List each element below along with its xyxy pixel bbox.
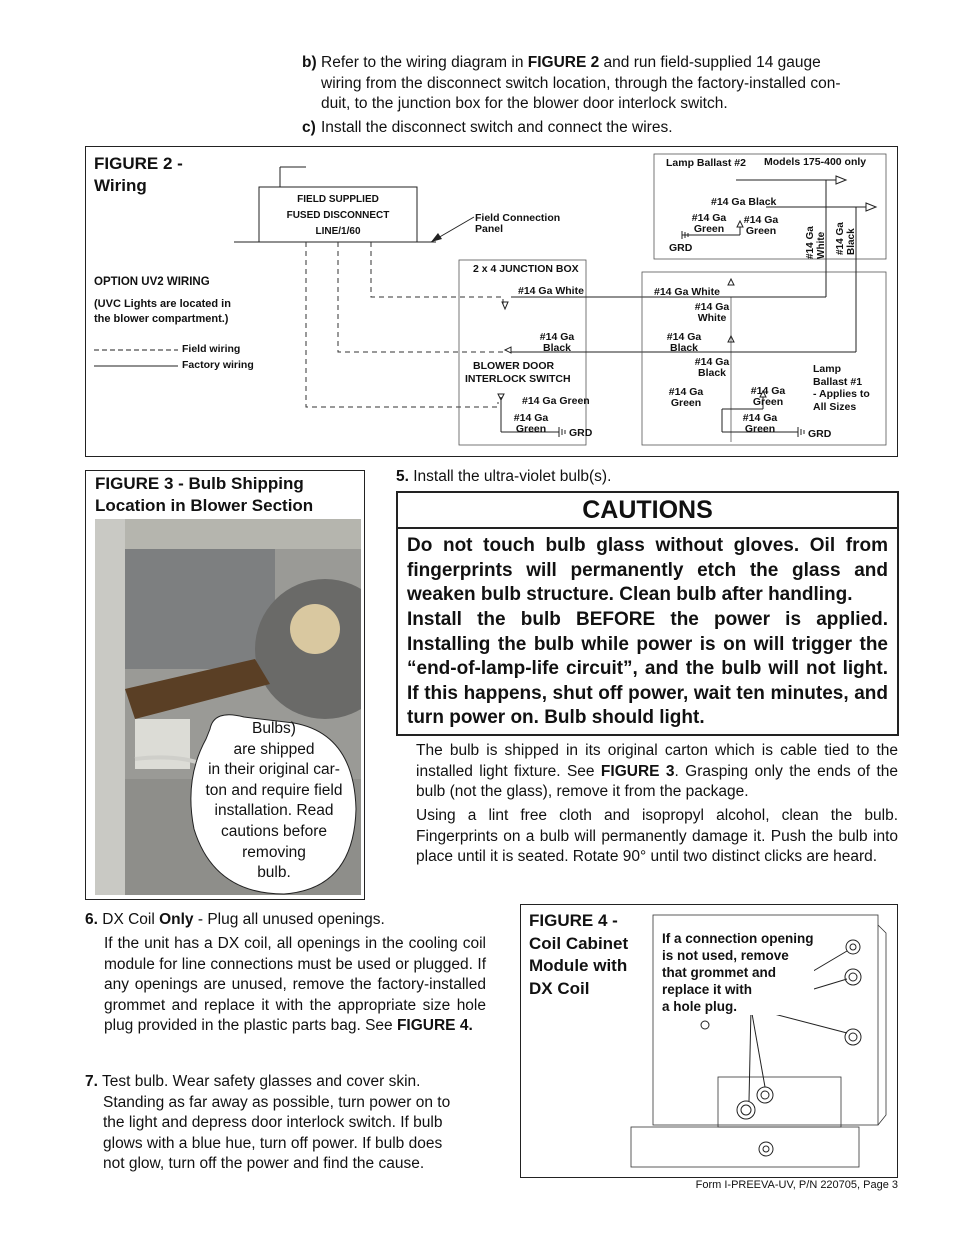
ballast2-label: Lamp Ballast #2: [666, 157, 746, 169]
figure-2-title: FIGURE 2 - Wiring: [94, 154, 183, 195]
cautions-box: [396, 491, 899, 736]
step-c-text: Install the disconnect switch and connect the wires.: [321, 119, 673, 136]
step-c: c): [302, 119, 316, 136]
cautions-title: CAUTIONS: [398, 493, 897, 529]
step-6-body: If the unit has a DX coil, all openings in the cooling coil module for line connections must be used or plugged. If any openings are unused, remove the factory-installed grommet and replace it with the appropriate size hole plug provided in the plastic parts bag. See FIGURE 4.: [104, 935, 486, 1034]
jb-green2-label: #14 Ga Green: [513, 412, 549, 435]
b2-white-vertical-label: #14 Ga White: [805, 226, 827, 259]
disconnect-label: FIELD SUPPLIED FUSED DISCONNECT LINE/1/60: [286, 194, 390, 237]
b2-black-label: #14 Ga Black: [711, 196, 777, 208]
b2-green-b-label: #14 Ga Green: [743, 214, 779, 237]
page-footer: Form I-PREEVA-UV, P/N 220705, Page 3: [695, 1179, 898, 1191]
jb-white-label: #14 Ga White: [518, 285, 584, 297]
ballast1-label: Lamp Ballast #1 - Applies to All Sizes: [813, 363, 870, 413]
step-7: 7. Test bulb. Wear safety glasses and cover skin. Standing as far away as possible, turn power on to the light and depress door interlock switch. If bulb glows with a blue hue, turn off power. If bulb does not glow, turn off the power and find the cause.: [85, 1073, 451, 1172]
step-5: 5. Install the ultra-violet bulb(s).: [396, 468, 612, 485]
option-uv2-title: OPTION UV2 WIRING: [94, 276, 210, 288]
blower-door-label: BLOWER DOOR INTERLOCK SWITCH: [465, 360, 571, 385]
jb-grd-label: GRD: [569, 427, 593, 439]
legend-factory-wiring: Factory wiring: [182, 359, 254, 371]
junction-box-label: 2 x 4 JUNCTION BOX: [473, 263, 579, 275]
b2-green-a-label: #14 Ga Green: [691, 212, 727, 235]
figure-3-bulb-shipping: [85, 470, 365, 900]
bulb-shipped-text: The bulb is shipped in its original carton which is cable tied to the installed light fixture. See FIGURE 3. Grasping only the ends of the bulb (not the glass), remove it from the package.: [416, 742, 899, 800]
step-b-text: Refer to the wiring diagram in FIGURE 2 and run field-supplied 14 gauge wiring from the disconnect switch location, through the factory-installed con- duit, to the junction box for the blower door interlock switch.: [321, 54, 841, 112]
b1-green-c-label: #14 Ga Green: [742, 412, 778, 435]
b1-black-a-label: #14 Ga Black: [666, 331, 702, 354]
callout-text: Bulbs) are shipped in their original car- ton and require field installation. Read cautions before removing bulb.: [205, 720, 343, 882]
b1-green-b-label: #14 Ga Green: [750, 385, 786, 408]
field-connection-label: Field Connection Panel: [475, 212, 561, 235]
clean-bulb-text: Using a lint free cloth and isopropyl alcohol, clean the bulb. Fingerprints on a bulb will permanently damage it. Push the bulb into place until it is seated. Rotate 90° until two distinct clicks are heard.: [416, 807, 898, 865]
b1-white-label: #14 Ga White: [654, 286, 720, 298]
figure-2-wiring: [85, 146, 898, 457]
b1-black-b-label: #14 Ga Black: [694, 356, 730, 379]
b1-grd-label: GRD: [808, 428, 832, 440]
cautions-para-1: Do not touch bulb glass without gloves. Oil from fingerprints will permanently etch the glass and weaken bulb structure. Clean bulb after handling.: [407, 535, 888, 605]
step-b: b): [302, 54, 317, 71]
option-uv2-note: (UVC Lights are located in the blower compartment.): [94, 298, 231, 325]
legend-field-wiring: Field wiring: [182, 343, 241, 355]
b1-green-a-label: #14 Ga Green: [668, 386, 704, 409]
figure-3-title: FIGURE 3 - Bulb Shipping Location in Blower Section: [95, 474, 314, 515]
b2-black-vertical-label: #14 Ga Black: [835, 222, 857, 255]
figure-4-note: If a connection opening is not used, remove that grommet and replace it with a hole plug.: [662, 931, 814, 1014]
jb-green-label: #14 Ga Green: [522, 395, 590, 407]
figure-4-coil-cabinet: [520, 904, 898, 1178]
models-label: Models 175-400 only: [764, 156, 867, 168]
b1-white2-label: #14 Ga White: [694, 301, 730, 324]
jb-black-label: #14 Ga Black: [539, 331, 575, 354]
b2-grd-label: GRD: [669, 242, 693, 254]
cautions-para-2: Install the bulb BEFORE the power is applied. Installing the bulb while power is on will trigger the “end-of-lamp-life circuit”, and the bulb will not light. If this happens, shut off power, wait ten minutes, and turn power on. Bulb should light.: [407, 609, 888, 728]
step-6: 6. DX Coil Only - Plug all unused openings.: [85, 911, 385, 928]
figure-4-title: FIGURE 4 - Coil Cabinet Module with DX Coil: [529, 911, 629, 998]
